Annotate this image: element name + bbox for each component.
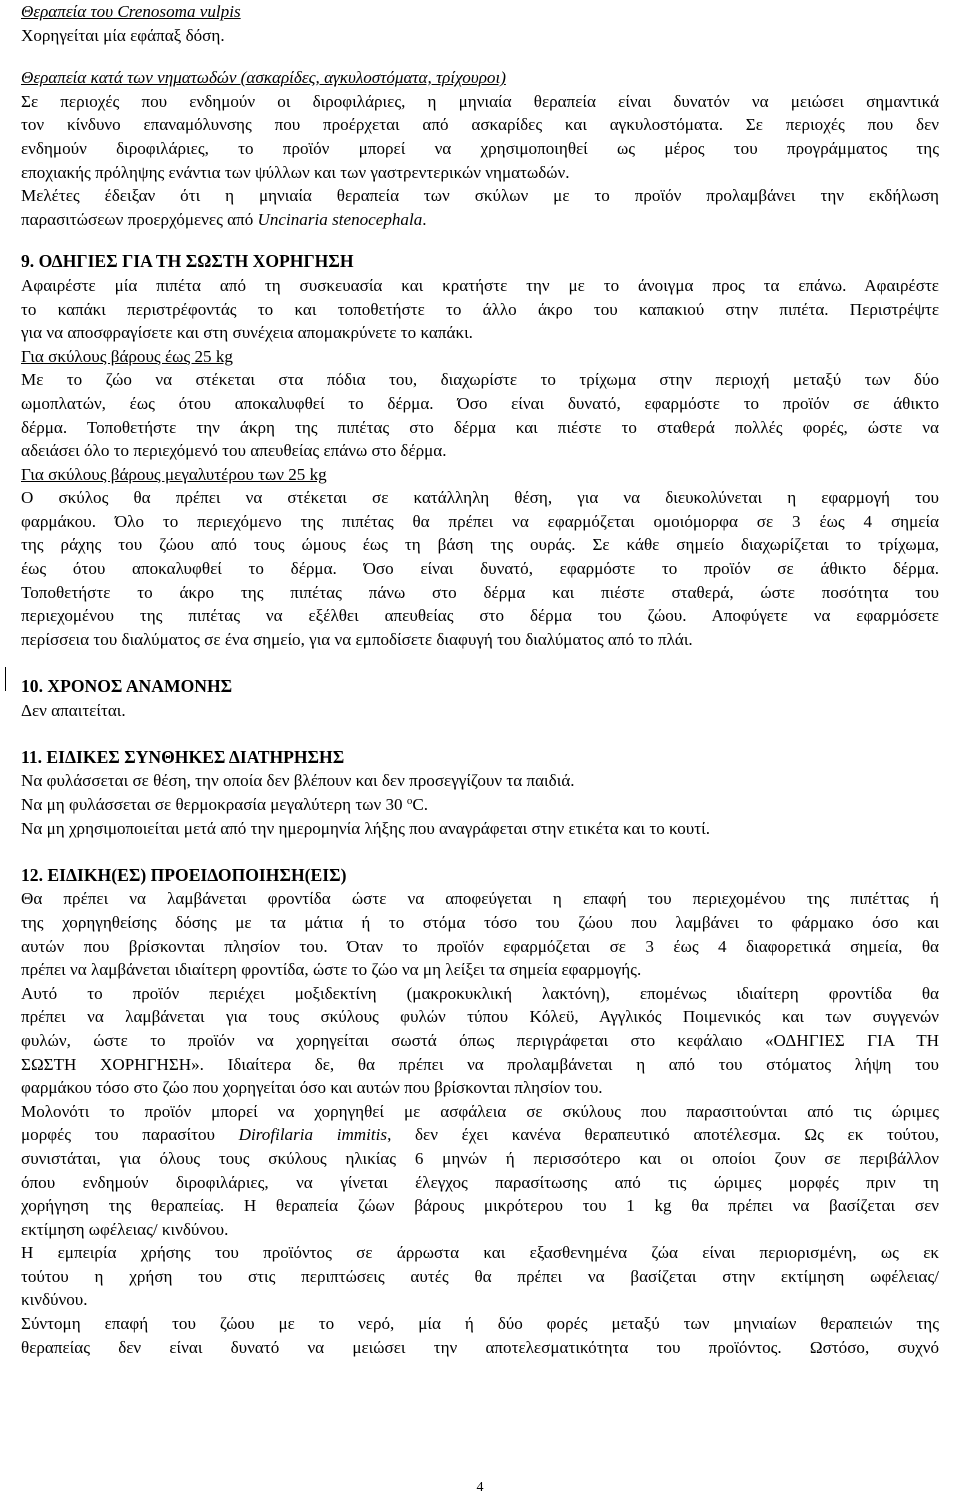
small-dogs-line: δέρμα. Τοποθετήστε την άκρη της πιπέτας στο δέρμα και πιέστε το σταθερά πολλές φορές, ώστε να [21, 417, 939, 437]
spacer [21, 722, 939, 746]
crenosoma-heading: Θεραπεία του Crenosoma vulpis [21, 2, 241, 21]
large-dogs-line: περίσσεια του διαλύματος σε ένα σημείο, για να εμποδίσετε διαφυγή του διαλύματος από το πλάι. [21, 629, 693, 649]
storage-temperature-prefix: Να μη φυλάσσεται σε θερμοκρασία μεγαλύτερη των 30 [21, 795, 407, 814]
nematodes-text-line: ενδημούν διροφιλάριες, το προϊόν μπορεί να χρησιμοποιηθεί ως μέρος του προγράμματος της [21, 138, 939, 158]
warning-line: Θα πρέπει να λαμβάνεται φροντίδα ώστε να αποφεύγεται η επαφή του περιεχομένου της πιπέττας ή [21, 889, 939, 909]
document-page [21, 0, 939, 1359]
large-dogs-line: περιεχομένου της πιπέτας να εξέλθει απευθείας στο δέρμα του ζώου. Αποφύγετε να εφαρμόσετε [21, 606, 939, 626]
nematodes-text-line: τον κίνδυνο επαναμόλυνσης που προέρχεται από ασκαρίδες και αγκυλοστόματα. Σε περιοχές που δεν [21, 115, 939, 135]
nematodes-studies-prefix: παρασιτώσεων προερχόμενες από [21, 209, 258, 229]
spacer [21, 47, 939, 66]
nematodes-studies-line: Μελέτες έδειξαν ότι η μηνιαία θεραπεία των σκύλων με το προϊόν προλαμβάνει την εκδήλωση [21, 186, 939, 206]
warning-prefix: μορφές του παρασίτου [21, 1125, 239, 1145]
small-dogs-line: αδειάσει όλο το περιεχόμενό του απευθείας επάνω στο δέρμα. [21, 441, 447, 461]
nematodes-studies-suffix: . [422, 209, 427, 229]
section-9-heading: 9. ΟΔΗΓΙΕΣ ΓΙΑ ΤΗ ΣΩΣΤΗ ΧΟΡΗΓΗΣΗ [21, 251, 354, 272]
section-12-heading: 12. ΕΙΔΙΚΗ(ΕΣ) ΠΡΟΕΙΔΟΠΟΙΗΣΗ(ΕΙΣ) [21, 864, 347, 885]
section-10-heading: 10. ΧΡΟΝΟΣ ΑΝΑΜΟΝΗΣ [21, 676, 233, 697]
warning-line: θεραπείας δεν είναι δυνατό να μειώσει την αποτελεσματικότητα του προϊόντος. Ωστόσο, συχνό [21, 1337, 939, 1357]
warning-line: συνιστάται, για όλους τους σκύλους ηλικίας 6 μηνών ή περισσότερο και οι οποίοι ζουν σε περιβάλλον [21, 1148, 939, 1168]
warning-line [21, 1123, 939, 1147]
nematodes-studies-line [21, 208, 939, 232]
species-name: Uncinaria stenocephala [257, 209, 423, 229]
storage-temperature-line [21, 793, 939, 817]
warning-line: αυτών που βρίσκονται πλησίον του. Όταν το προϊόν εφαρμόζεται σε 3 έως 4 διαφορετικά σημεία, θα [21, 936, 939, 956]
large-dogs-line: έως ότου αποκαλυφθεί το δέρμα. Όσο είναι δυνατό, εφαρμόστε το προϊόν σε άθικτο δέρμα. [21, 559, 939, 579]
crenosoma-text: Χορηγείται μία εφάπαξ δόση. [21, 25, 225, 45]
species-name: Dirofilaria immitis [238, 1125, 388, 1145]
section-9-intro-line: το καπάκι περιστρέφοντάς το και τοποθετήστε το άλλο άκρο του καπακιού στην πιπέτα. Περιστρέψτε [21, 299, 939, 319]
nematodes-heading: Θεραπεία κατά των νηματωδών (ασκαρίδες, αγκυλοστόματα, τρίχουροι) [21, 68, 506, 88]
warning-line: πρέπει να λαμβάνεται ιδιαίτερη φροντίδα, ώστε το ζώο να μη λείξει τα σημεία εφαρμογής. [21, 960, 642, 980]
large-dogs-line: Τοποθετήστε το άκρο της πιπέτας πάνω στο δέρμα και πιέστε σταθερά, ώστε ποσότητα του [21, 582, 939, 602]
warning-line: φαρμάκου τόσο στο ζώο που χορηγείται όσο και αυτών που βρίσκονται πλησίον του. [21, 1078, 603, 1098]
warning-line: Αυτό το προϊόν περιέχει μοξιδεκτίνη (μακροκυκλική λακτόνη), επομένως ιδιαίτερη φροντίδα θα [21, 983, 939, 1003]
large-dogs-line: φαρμάκου. Όλο το περιεχόμενο της πιπέτας θα πρέπει να εφαρμόζεται ομοιόμορφα σε 3 έως 4 σημεία [21, 511, 939, 531]
warning-line: ΣΩΣΤΗ ΧΟΡΗΓΗΣΗ». Ιδιαίτερα δε, θα πρέπει να προλαμβάνεται η από του στόματος λήψη του [21, 1054, 939, 1074]
section-9-intro-line: Αφαιρέστε μία πιπέτα από τη συσκευασία και κρατήστε την με το άνοιγμα προς τα επάνω. Αφαιρέστε [21, 275, 939, 295]
spacer [21, 231, 939, 250]
warning-suffix: , δεν έχει κανένα θεραπευτικό αποτέλεσμα. Ως εκ τούτου, [387, 1125, 939, 1145]
large-dogs-heading: Για σκύλους βάρους μεγαλυτέρου των 25 kg [21, 464, 327, 484]
spacer [21, 651, 939, 675]
section-9-intro-line: για να αποσφραγίσετε και στη συνέχεια απομακρύνετε το καπάκι. [21, 323, 473, 343]
storage-line: Να μη χρησιμοποιείται μετά από την ημερομηνία λήξης που αναγράφεται στην ετικέτα και το κουτί. [21, 818, 711, 838]
warning-line: χορήγηση της θεραπείας. Η θεραπεία ζώων βάρους μικρότερου του 1 kg θα πρέπει να βασίζεται σεν [21, 1196, 939, 1216]
degree-symbol: o [406, 795, 413, 807]
warning-line: Μολονότι το προϊόν μπορεί να χορηγηθεί με ασφάλεια σε σκύλους που παρασιτούνται από τις ώριμες [21, 1101, 939, 1121]
large-dogs-line: της ράχης του ζώου από τους ώμους έως τη βάση της ουράς. Σε κάθε σημείο διαχωρίζεται το τρίχωμα, [21, 535, 939, 555]
warning-line: όπου ενδημούν διροφιλάριες, να γίνεται έλεγχος παρασίτωσης από τις ώριμες μορφές πριν τη [21, 1172, 939, 1192]
section-10-text: Δεν απαιτείται. [21, 700, 126, 720]
storage-temperature-suffix: C. [412, 795, 429, 814]
storage-line: Να φυλάσσεται σε θέση, την οποία δεν βλέπουν και δεν προσεγγίζουν τα παιδιά. [21, 771, 575, 791]
warning-line: κινδύνου. [21, 1290, 88, 1310]
spacer [21, 840, 939, 864]
warning-line: Η εμπειρία χρήσης του προϊόντος σε άρρωστα και εξασθενημένα ζώα είναι περιορισμένη, ως εκ [21, 1243, 939, 1263]
warning-line: τούτου η χρήση του στις περιπτώσεις αυτές θα πρέπει να βασίζεται στην εκτίμηση ωφέλειας/ [21, 1266, 939, 1286]
small-dogs-line: Με το ζώο να στέκεται στα πόδια του, διαχωρίστε το τρίχωμα στην περιοχή μεταξύ των δύο [21, 370, 939, 390]
revision-bar [5, 667, 6, 691]
section-11-heading: 11. ΕΙΔΙΚΕΣ ΣΥΝΘΗΚΕΣ ΔΙΑΤΗΡΗΣΗΣ [21, 746, 345, 767]
small-dogs-heading: Για σκύλους βάρους έως 25 kg [21, 346, 233, 366]
nematodes-text-line: εποχιακής πρόληψης ενάντια των ψύλλων και των γαστρεντερικών νηματωδών. [21, 162, 570, 182]
warning-line: πρέπει να λαμβάνεται για τους σκύλους φυλών τύπου Κόλεϋ, Αγγλικός Ποιμενικός και των συγγενών [21, 1007, 939, 1027]
warning-line: της χορηγηθείσης δόσης με τα μάτια ή το στόμα τόσο του ζώου που λαμβάνει το φάρμακο όσο και [21, 912, 939, 932]
page-number: 4 [476, 1480, 484, 1495]
nematodes-text-line: Σε περιοχές που ενδημούν οι διροφιλάριες, η μηνιαία θεραπεία είναι δυνατόν να μειώσει σημαντικά [21, 91, 939, 111]
small-dogs-line: ωμοπλατών, έως ότου αποκαλυφθεί το δέρμα. Όσο είναι δυνατό, εφαρμόστε το προϊόν σε άθικτο [21, 393, 939, 413]
warning-line: εκτίμηση ωφέλειας/ κινδύνου. [21, 1219, 229, 1239]
large-dogs-line: Ο σκύλος θα πρέπει να στέκεται σε κατάλληλη θέση, για να διευκολύνεται η εφαρμογή του [21, 488, 939, 508]
warning-line: φυλών, ώστε το προϊόν να χορηγείται σωστά όπως περιγράφεται στο κεφάλαιο «ΟΔΗΓΙΕΣ ΓΙΑ ΤΗ [21, 1030, 939, 1050]
warning-line: Σύντομη επαφή του ζώου με το νερό, μία ή δύο φορές μεταξύ των μηνιαίων θεραπειών της [21, 1314, 939, 1334]
